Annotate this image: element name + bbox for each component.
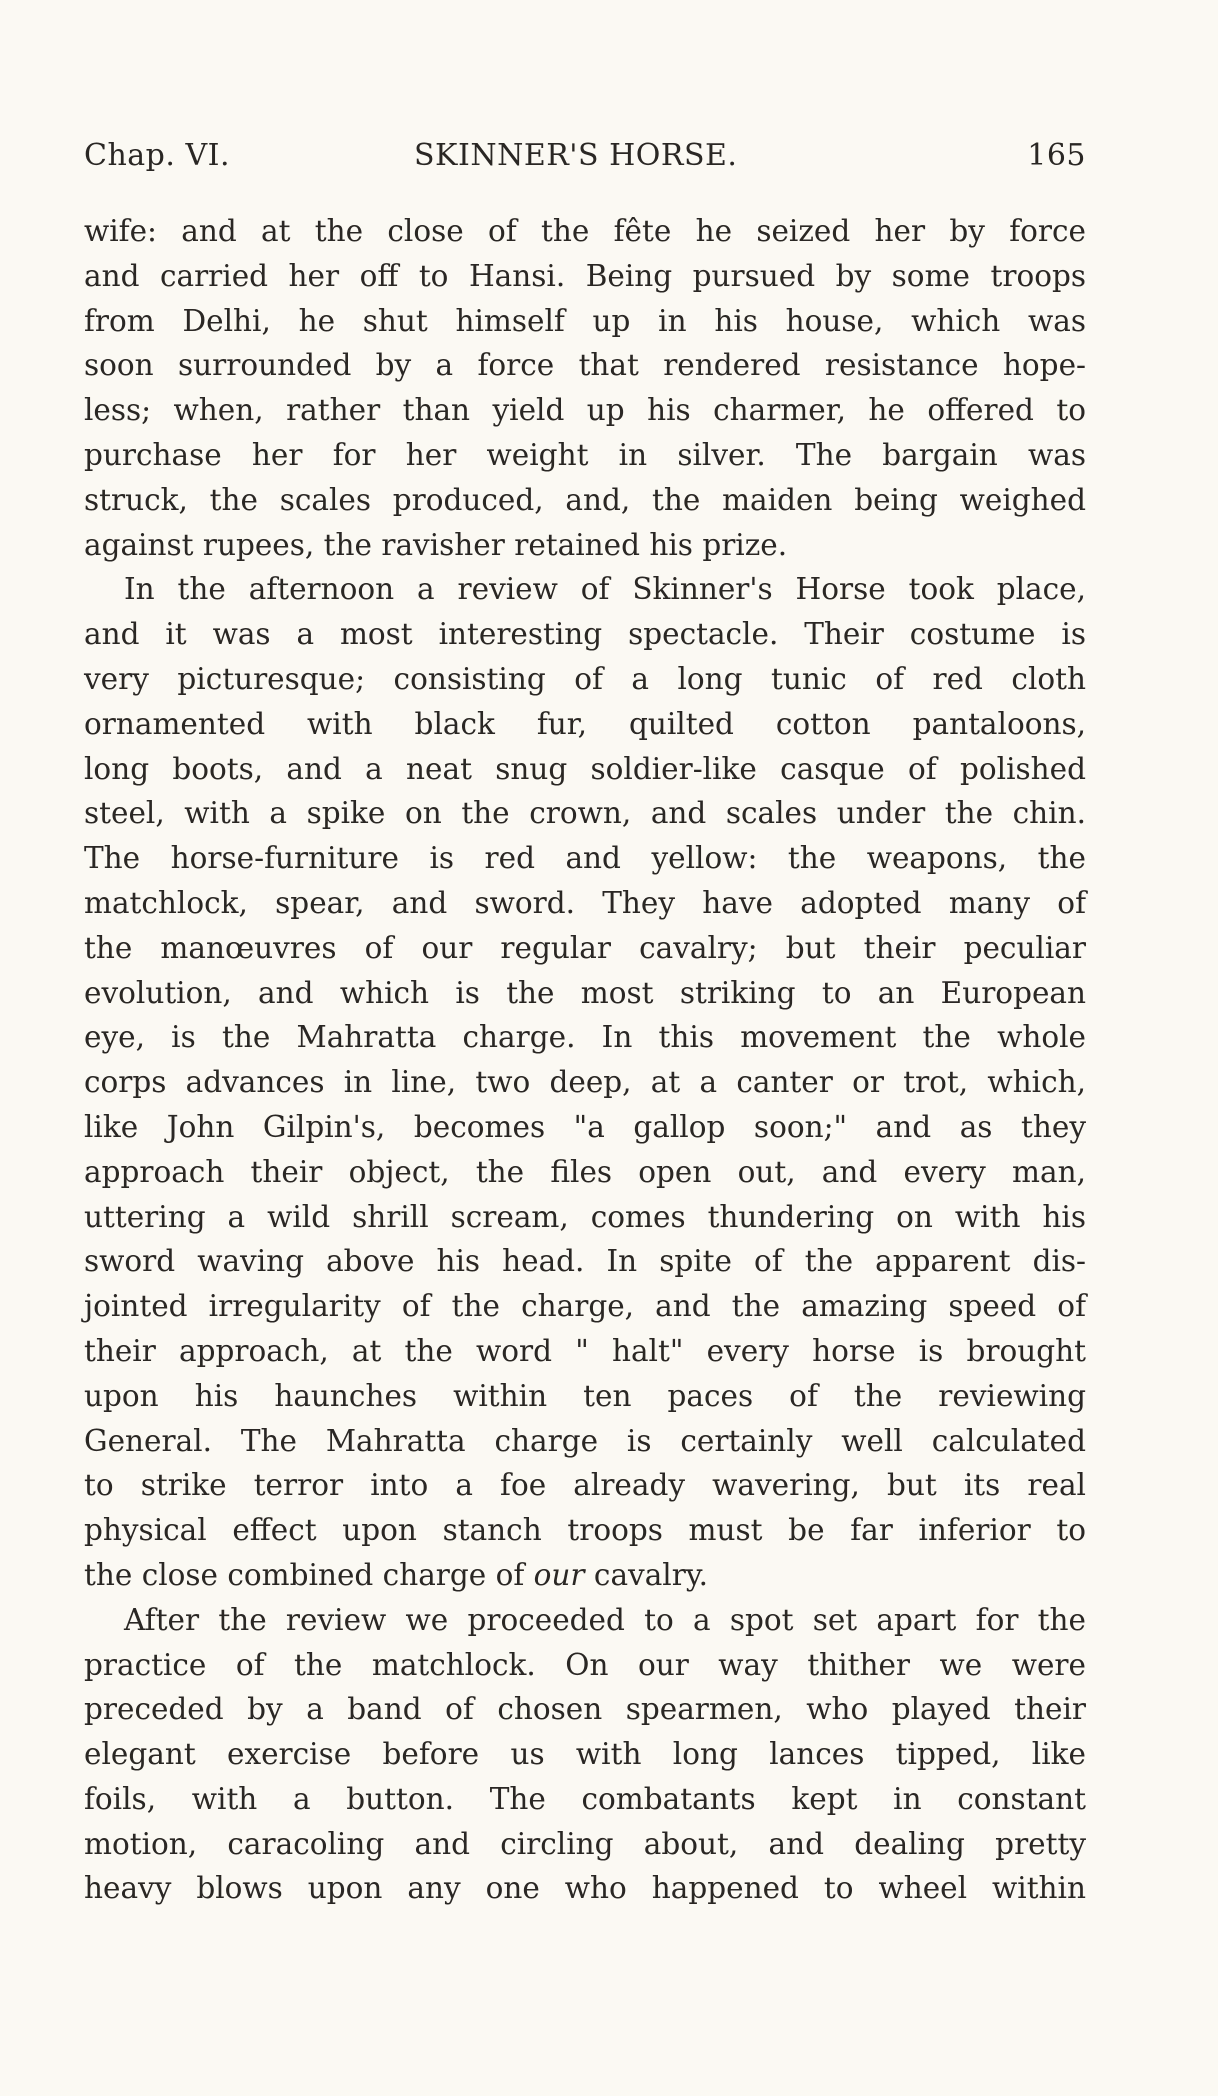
text-line: ornamented with black fur, quilted cotton pantaloons,: [84, 706, 1086, 741]
book-page: [84, 138, 1086, 1911]
text-line: soon surrounded by a force that rendered resistance hope-: [84, 348, 1086, 383]
text-line: elegant exercise before us with long lances tipped, like: [84, 1737, 1086, 1772]
text-line: approach their object, the files open out, and every man,: [84, 1154, 1086, 1189]
text-line: steel, with a spike on the crown, and scales under the chin.: [84, 796, 1086, 831]
text-fragment: cavalry.: [584, 1557, 708, 1592]
text-line: very picturesque; consisting of a long tunic of red cloth: [84, 661, 1086, 696]
text-line: [84, 1553, 1086, 1598]
text-line: and carried her off to Hansi. Being pursued by some troops: [84, 258, 1086, 293]
text-line: corps advances in line, two deep, at a canter or trot, which,: [84, 1065, 1086, 1100]
text-line: sword waving above his head. In spite of the apparent dis-: [84, 1244, 1086, 1279]
text-line: preceded by a band of chosen spearmen, who played their: [84, 1692, 1086, 1727]
italic-word: our: [533, 1557, 585, 1592]
text-line: After the review we proceeded to a spot set apart for the: [124, 1602, 1086, 1637]
text-line: and it was a most interesting spectacle. Their costume is: [84, 617, 1086, 652]
text-line: to strike terror into a foe already wavering, but its real: [84, 1468, 1086, 1503]
text-line: The horse-furniture is red and yellow: the weapons, the: [84, 841, 1086, 876]
text-line: eye, is the Mahratta charge. In this movement the whole: [84, 1020, 1086, 1055]
text-line: purchase her for her weight in silver. The bargain was: [84, 437, 1086, 472]
text-line: In the afternoon a review of Skinner's Horse took place,: [124, 572, 1086, 607]
running-head: [84, 138, 1086, 184]
text-line: long boots, and a neat snug soldier-like casque of polished: [84, 751, 1086, 786]
text-line: less; when, rather than yield up his charmer, he offered to: [84, 393, 1086, 428]
text-line: upon his haunches within ten paces of the reviewing: [84, 1378, 1086, 1413]
text-line: against rupees, the ravisher retained his prize.: [84, 527, 788, 562]
chapter-label: Chap. VI.: [84, 138, 230, 173]
text-line: evolution, and which is the most striking to an European: [84, 975, 1086, 1010]
text-line: motion, caracoling and circling about, and dealing pretty: [84, 1826, 1086, 1861]
text-line: General. The Mahratta charge is certainly well calculated: [84, 1423, 1086, 1458]
body-text: [84, 209, 1086, 1911]
text-fragment: the close combined charge of: [84, 1557, 534, 1592]
text-line: struck, the scales produced, and, the maiden being weighed: [84, 482, 1086, 517]
running-title: SKINNER'S HORSE.: [414, 138, 738, 173]
page-number: 165: [1027, 138, 1086, 173]
text-line: heavy blows upon any one who happened to wheel within: [84, 1871, 1086, 1906]
text-line: practice of the matchlock. On our way thither we were: [84, 1647, 1086, 1682]
text-line: matchlock, spear, and sword. They have adopted many of: [84, 885, 1086, 920]
text-line: physical effect upon stanch troops must be far inferior to: [84, 1513, 1086, 1548]
text-line: like John Gilpin's, becomes "a gallop soon;" and as they: [84, 1109, 1086, 1144]
text-line: wife: and at the close of the fête he seized her by force: [84, 214, 1086, 248]
text-line: from Delhi, he shut himself up in his house, which was: [84, 303, 1086, 338]
text-line: the manœuvres of our regular cavalry; but their peculiar: [84, 930, 1086, 965]
text-line: uttering a wild shrill scream, comes thundering on with his: [84, 1199, 1086, 1234]
text-line: their approach, at the word " halt" every horse is brought: [84, 1333, 1086, 1368]
text-line: foils, with a button. The combatants kept in constant: [84, 1781, 1086, 1816]
text-line: jointed irregularity of the charge, and the amazing speed of: [84, 1289, 1086, 1324]
